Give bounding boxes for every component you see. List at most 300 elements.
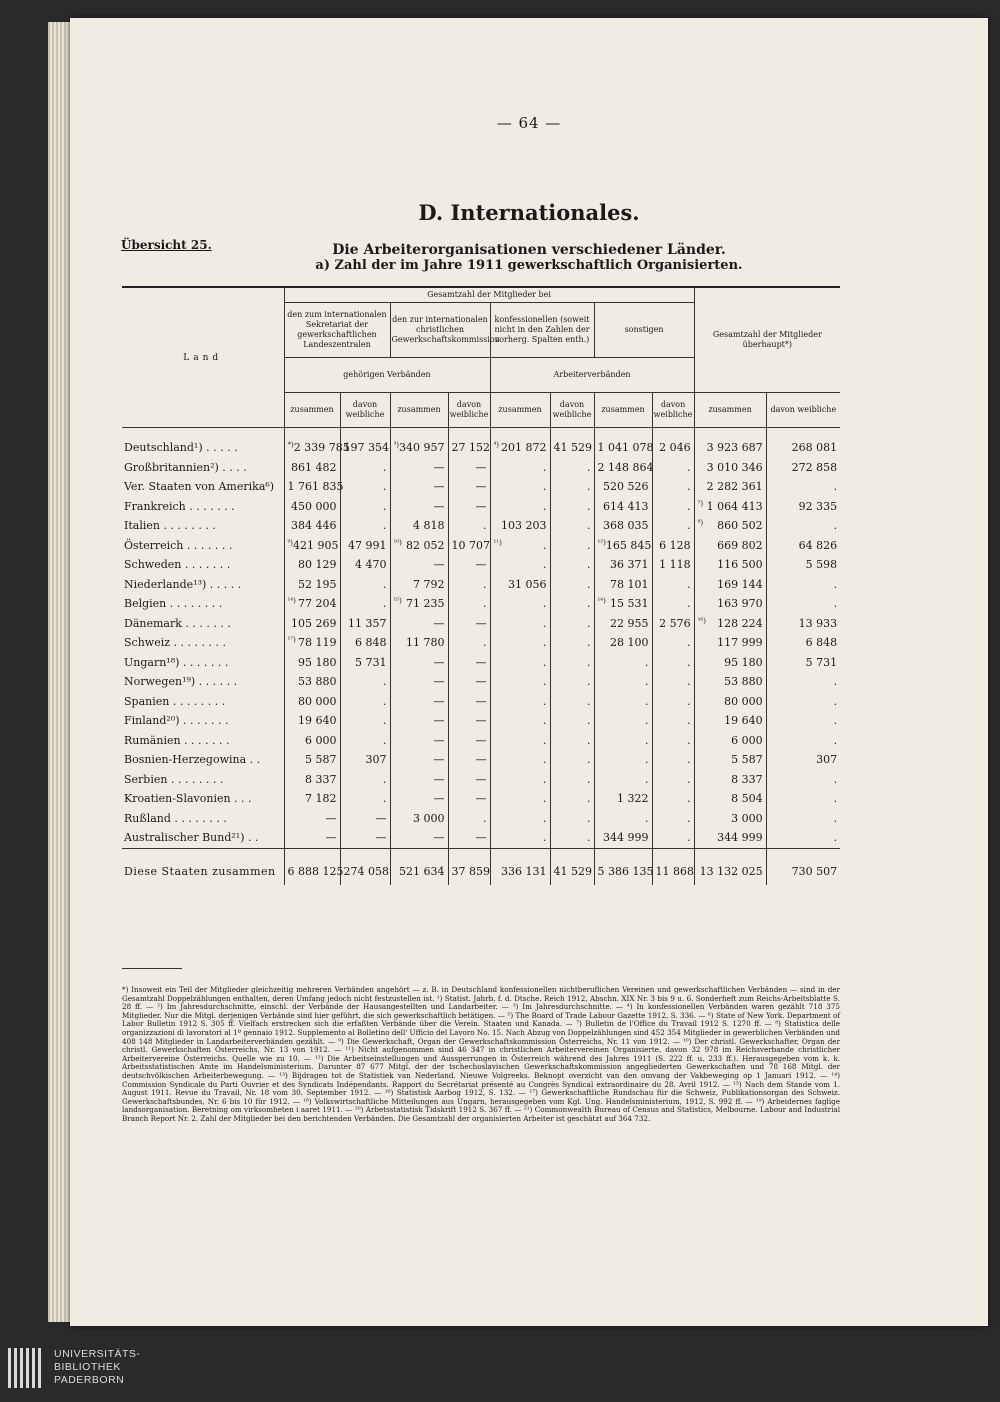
cell-value: 19 640 [724, 714, 763, 728]
subtitle: Die Arbeiterorganisationen verschiedener Länder. [332, 242, 726, 258]
value-cell [390, 428, 448, 458]
cell-value: . [687, 772, 691, 786]
value-cell [390, 594, 448, 614]
value-cell [340, 516, 390, 536]
value-cell [550, 750, 594, 770]
value-cell [694, 428, 766, 458]
value-cell [550, 731, 594, 751]
value-cell [766, 672, 840, 692]
value-cell [550, 575, 594, 595]
value-cell [652, 809, 694, 829]
cell-value: — [433, 558, 445, 572]
value-cell [594, 711, 652, 731]
value-cell [490, 516, 550, 536]
value-cell [694, 575, 766, 595]
cell-value: . [645, 753, 649, 767]
value-cell [284, 536, 340, 556]
cell-value: 272 858 [791, 460, 838, 474]
cell-value: 47 991 [348, 538, 387, 552]
value-cell [652, 653, 694, 673]
value-cell [766, 458, 840, 478]
cell-value: — [475, 499, 487, 513]
cell-value: 3 923 687 [706, 441, 763, 455]
cell-value: 2 282 361 [706, 480, 763, 494]
value-cell [284, 428, 350, 458]
cell-value: 8 504 [731, 792, 763, 806]
footnote-ref: ¹²) [597, 538, 606, 547]
cell-value: — [475, 753, 487, 767]
country-cell: Rumänien . . . . . . . [124, 733, 230, 747]
cell-value: . [543, 694, 547, 708]
cell-value: 614 413 [603, 499, 649, 513]
value-cell [652, 789, 694, 809]
value-cell [766, 848, 840, 885]
value-cell [550, 809, 594, 829]
cell-value: . [645, 733, 649, 747]
cell-value: . [543, 811, 547, 825]
cell-value: — [433, 480, 445, 494]
cell-value: 80 129 [298, 558, 337, 572]
table-row [122, 750, 840, 770]
value-cell [652, 828, 694, 848]
value-cell [594, 848, 652, 885]
cell-value: . [833, 792, 838, 806]
country-cell: Ver. Staaten von Amerika⁶) [124, 480, 275, 494]
value-cell [284, 789, 340, 809]
footnote-ref: ⁸) [697, 519, 704, 528]
cell-value: 450 000 [291, 499, 337, 513]
cell-value: . [543, 499, 547, 513]
value-cell [490, 575, 550, 595]
value-cell [340, 692, 390, 712]
value-cell [652, 594, 694, 614]
value-cell [284, 711, 340, 731]
cell-value: — [433, 772, 445, 786]
cell-value: 861 482 [291, 460, 337, 474]
value-cell [390, 633, 448, 653]
value-cell [550, 477, 594, 497]
header-belonging-unions: gehörigen Verbänden [284, 358, 490, 393]
cell-value: — [433, 831, 445, 845]
value-cell [490, 789, 550, 809]
footnote-ref: ¹⁴) [597, 597, 606, 606]
cell-value: 1 064 413 [706, 499, 763, 513]
value-cell [594, 789, 652, 809]
cell-value: 3 000 [413, 811, 445, 825]
cell-value: . [833, 675, 838, 689]
cell-value: . [645, 694, 649, 708]
country-cell: Schweden . . . . . . . [124, 558, 231, 572]
value-cell [448, 633, 490, 653]
value-cell [340, 848, 390, 885]
cell-value: 344 999 [717, 831, 763, 845]
value-cell [550, 692, 594, 712]
value-cell [550, 594, 594, 614]
cell-value: . [383, 714, 387, 728]
book-page-edges [48, 22, 70, 1322]
sub-total: zusammen [490, 393, 550, 428]
cell-value: 5 731 [355, 655, 387, 669]
cell-value: — [475, 480, 487, 494]
cell-value: . [383, 792, 387, 806]
cell-value: 8 337 [305, 772, 337, 786]
value-cell [284, 692, 340, 712]
value-cell [766, 633, 840, 653]
table-row [122, 692, 840, 712]
total-row [122, 848, 840, 885]
cell-value: . [483, 811, 487, 825]
value-cell [284, 750, 340, 770]
cell-value: 520 526 [603, 480, 649, 494]
cell-value: — [325, 831, 337, 845]
cell-value: . [587, 772, 591, 786]
cell-value: . [587, 694, 591, 708]
cell-value: 336 131 [501, 865, 547, 878]
cell-value: 1 041 078 [597, 441, 654, 455]
value-cell [490, 653, 550, 673]
value-cell [448, 672, 490, 692]
cell-value: . [587, 831, 591, 845]
value-cell [390, 516, 448, 536]
library-logo [8, 1348, 248, 1392]
country-cell: Dänemark . . . . . . . [124, 616, 231, 630]
footnote-ref: *) [287, 441, 294, 450]
value-cell [390, 770, 448, 790]
cell-value: . [687, 577, 691, 591]
table-row [122, 516, 840, 536]
value-cell [766, 516, 840, 536]
cell-value: . [543, 753, 547, 767]
cell-value: . [687, 597, 691, 611]
cell-value: — [433, 655, 445, 669]
cell-value: . [833, 714, 838, 728]
footnote-ref: ¹⁵) [393, 597, 402, 606]
cell-value: . [483, 636, 487, 650]
cell-value: 77 204 [298, 597, 337, 611]
cell-value: . [687, 675, 691, 689]
footnotes: *) Insoweit ein Teil der Mitglieder gleichzeitig mehreren Verbänden angehört — z. B. in Deutschland konfessionellen nichtberuflichen Vereinen und gewerkschaftlichen Verbänden — sind in der Gesamtzahl Doppelzählungen enthalten, deren Umfang jedoch nicht festzustellen ist. ¹) Statist. Jahrb. f. d. Dtsche. Reich 1912, Abschn. XIX Nr. 3 bis 9 u. 6. Sonderheft zum Reichs-Arbeitsblatte S. 28 ff. — ²) Im Jahresdurchschnitte, einschl. der Verbände der Hausangestellten und Landarbeiter. — ³) Im Jahresdurchschnitte. — ⁴) In konfessionellen Verbänden waren gezählt 718 375 Mitglieder. Nur die Mitgl. derjenigen Verbände sind hier geführt, die sich gewerkschaftlich betätigen. — ⁵) The Board of Trade Labour Gazette 1912, S. 336. — ⁶) State of New York. Department of Labor Bulletin 1912 S. 305 ff. Vielfach erstrecken sich die erfaßten Verbände über die Verein. Staaten und Kanada. — ⁷) Bulletin de l'Office du Travail 1912 S. 1270 ff. — ⁸) Statistica delle organizzazioni di lavoratori al 1º gennaio 1912. Supplemento al Bolletino dell' Ufficio del Lavoro No. 15. Nach Abzug von Doppelzählungen sind 452 354 Mitglieder in gewerblichen Verbänden und 408 148 Mitglieder in Landarbeiterverbänden gezählt. — ⁹) Die Gewerkschaft, Organ der Gewerkschaftskommission Österreichs, Nr. 11 von 1912. — ¹⁰) Der christl. Gewerkschafter, Organ der christl. Gewerkschaften Österreichs, Nr. 13 von 1912. — ¹¹) Nicht aufgenommen sind 46 347 in christlichen Arbeitervereinen Organisierte, davon 32 978 im Reichsverbande christlicher Arbeitervereine Österreichs. Quelle wie zu 10. — ¹²) Die Arbeitseinstellungen und Aussperrungen in Österreich während des Jahres 1911 (S. 222 ff. u. 233 ff.). Herausgegeben vom k. k. Arbeitsstatistischen Amte im Handelsministerium. Darunter 87 677 Mitgl. der der tschechoslavischen Gewerkschaftskommission angegliederten Gewerkschaften und 78 168 Mitgl. der deutschvölkischen Arbeiterbewegung. — ¹³) Bijdragen tot de Statistiek van Nederland. Nieuwe Volgreeks. Beknopt overzicht van den omvang der Vakbeweging op 1 Januari 1912. — ¹⁴) Commission Syndicale du Parti Ouvrier et des Syndicats Indépendants. Rapport du Secrétariat présenté au Congrès Syndical extraordinaire du 28. Avril 1912. — ¹⁵) Nach dem Stande vom 1. August 1911. Revue du Travail, Nr. 18 vom 30. September 1912. — ¹⁶) Statistisk Aarbog 1912, S. 132. — ¹⁷) Gewerkschaftliche Rundschau für die Schweiz, Publikationsorgan des Schweiz. Gewerkschaftsbundes, Nr. 6 bis 10 für 1912. — ¹⁸) Volkswirtschaftliche Mitteilungen aus Ungarn, herausgegeben vom Kgl. Ung. Handelsministerium, 1912, S. 992 ff. — ¹⁹) Arbeidernes faglige landsorganisation. Beretning om virksomheten i aaret 1911. — ²⁰) Arbetsstatistisk Tidskrift 1912 S. 367 ff. — ²¹) Commonwealth Bureau of Census and Statistics, Melbourne. Labour and Industrial Branch Report Nr. 2. Zahl der Mitglieder bei den berichtenden Verbänden. Die Gesamtzahl der organisierten Arbeiter ist geschätzt auf 364 732. [122, 985, 840, 1123]
cell-value: . [587, 811, 591, 825]
value-cell [652, 614, 694, 634]
table-row [122, 633, 840, 653]
value-cell [694, 692, 766, 712]
country-cell: Österreich . . . . . . . [124, 538, 233, 552]
cell-value: . [833, 597, 838, 611]
cell-value: . [587, 792, 591, 806]
value-cell [766, 770, 840, 790]
footnote-ref: ¹⁰) [393, 538, 402, 547]
cell-value: — [475, 714, 487, 728]
table-row [122, 477, 840, 497]
value-cell [652, 633, 694, 653]
country-cell: Belgien . . . . . . . . [124, 597, 223, 611]
value-cell [390, 614, 448, 634]
table-body [122, 428, 840, 885]
cell-value: 15 531 [610, 597, 649, 611]
value-cell [550, 711, 594, 731]
cell-value: 6 888 125 [287, 865, 344, 878]
cell-value: 197 354 [343, 441, 389, 455]
value-cell [550, 828, 594, 848]
value-cell [694, 614, 766, 634]
cell-value: . [543, 733, 547, 747]
value-cell [694, 555, 766, 575]
cell-value: . [587, 558, 591, 572]
cell-value: . [833, 519, 838, 533]
cell-value: . [645, 714, 649, 728]
cell-value: 53 880 [298, 675, 337, 689]
value-cell [284, 516, 340, 536]
cell-value: — [433, 792, 445, 806]
cell-value: 103 203 [501, 519, 547, 533]
value-cell [550, 770, 594, 790]
value-cell [694, 633, 766, 653]
header-total-members: Gesamtzahl der Mitglieder bei [284, 287, 694, 303]
cell-value: . [383, 733, 387, 747]
value-cell [694, 750, 766, 770]
footnote-ref: ⁷) [697, 499, 704, 508]
value-cell [390, 692, 448, 712]
value-cell [766, 711, 840, 731]
cell-value: . [833, 694, 838, 708]
sub-total: zusammen [284, 393, 340, 428]
cell-value: . [587, 499, 591, 513]
value-cell [766, 536, 840, 556]
cell-value: . [833, 772, 838, 786]
value-cell [594, 477, 652, 497]
value-cell [284, 575, 340, 595]
value-cell [594, 516, 652, 536]
value-cell [652, 458, 694, 478]
cell-value: — [433, 616, 445, 630]
value-cell [340, 458, 390, 478]
cell-value: 4 818 [413, 519, 445, 533]
value-cell [594, 458, 652, 478]
cell-value: — [475, 655, 487, 669]
cell-value: . [543, 558, 547, 572]
cell-value: . [687, 636, 691, 650]
value-cell [448, 477, 490, 497]
value-cell [594, 633, 652, 653]
value-cell [550, 516, 594, 536]
value-cell [390, 828, 448, 848]
footnote-ref: ¹⁴) [287, 597, 296, 606]
value-cell [490, 672, 550, 692]
cell-value: 307 [365, 753, 387, 767]
value-cell [652, 770, 694, 790]
cell-value: — [375, 831, 387, 845]
value-cell [550, 458, 594, 478]
logo-stripes-icon [8, 1348, 44, 1388]
value-cell [550, 536, 594, 556]
table-row [122, 428, 840, 458]
cell-value: — [475, 772, 487, 786]
cell-value: . [383, 577, 387, 591]
value-cell [390, 672, 448, 692]
country-cell: Spanien . . . . . . . . [124, 694, 226, 708]
header-other: sonstigen [594, 303, 694, 358]
value-cell [284, 653, 340, 673]
cell-value: 2 339 785 [293, 441, 350, 455]
page-number: — 64 — [496, 114, 562, 132]
cell-value: — [433, 714, 445, 728]
cell-value: . [687, 655, 691, 669]
statistics-table [122, 286, 840, 885]
country-cell: Finland²⁰) . . . . . . . [124, 714, 229, 728]
cell-value: — [475, 733, 487, 747]
cell-value: — [475, 831, 487, 845]
cell-value: . [687, 753, 691, 767]
value-cell [766, 750, 840, 770]
cell-value: 8 337 [731, 772, 763, 786]
value-cell [694, 809, 766, 829]
cell-value: . [587, 753, 591, 767]
cell-value: 201 872 [501, 441, 547, 455]
table-row [122, 555, 840, 575]
value-cell [284, 458, 340, 478]
cell-value: — [433, 675, 445, 689]
value-cell [594, 828, 652, 848]
cell-value: 5 587 [731, 753, 763, 767]
cell-value: 80 000 [724, 694, 763, 708]
table-row [122, 672, 840, 692]
cell-value: . [543, 460, 547, 474]
value-cell [284, 614, 340, 634]
value-cell [652, 672, 694, 692]
value-cell [284, 828, 340, 848]
value-cell [652, 428, 694, 458]
value-cell [694, 536, 766, 556]
value-cell [694, 711, 766, 731]
cell-value: . [833, 811, 838, 825]
cell-value: . [543, 616, 547, 630]
cell-value: 80 000 [298, 694, 337, 708]
cell-value: 6 000 [305, 733, 337, 747]
value-cell [390, 477, 448, 497]
cell-value: 1 761 835 [287, 480, 344, 494]
value-cell [550, 672, 594, 692]
value-cell [340, 477, 390, 497]
table-row [122, 594, 840, 614]
value-cell [594, 614, 652, 634]
value-cell [694, 770, 766, 790]
cell-value: . [543, 714, 547, 728]
value-cell [448, 770, 490, 790]
value-cell [284, 633, 340, 653]
cell-value: . [587, 460, 591, 474]
cell-value: — [433, 694, 445, 708]
sub-female: davon weibliche [340, 393, 390, 428]
value-cell [390, 575, 448, 595]
cell-value: . [587, 655, 591, 669]
cell-value: 307 [816, 753, 838, 767]
value-cell [594, 750, 652, 770]
cell-value: — [433, 499, 445, 513]
cell-value: 368 035 [603, 519, 649, 533]
cell-value: — [475, 675, 487, 689]
cell-value: 5 731 [805, 655, 838, 669]
cell-value: 71 235 [406, 597, 445, 611]
cell-value: 2 148 864 [597, 460, 654, 474]
cell-value: — [375, 811, 387, 825]
cell-value: 165 845 [605, 538, 652, 552]
value-cell [340, 428, 390, 458]
value-cell [594, 653, 652, 673]
value-cell [594, 594, 652, 614]
cell-value: 163 970 [717, 597, 763, 611]
value-cell [340, 633, 390, 653]
cell-value: 274 058 [343, 865, 389, 878]
table-title: a) Zahl der im Jahre 1911 gewerkschaftlich Organisierten. [315, 258, 743, 273]
value-cell [284, 477, 344, 497]
cell-value: . [687, 811, 691, 825]
value-cell [284, 809, 340, 829]
value-cell [652, 711, 694, 731]
cell-value: 82 052 [406, 538, 445, 552]
cell-value: . [383, 480, 387, 494]
value-cell [340, 536, 390, 556]
cell-value: 6 000 [731, 733, 763, 747]
value-cell [652, 575, 694, 595]
value-cell [490, 731, 550, 751]
cell-value: 669 802 [717, 538, 763, 552]
cell-value: 11 357 [348, 616, 387, 630]
value-cell [694, 516, 766, 536]
cell-value: — [433, 733, 445, 747]
value-cell [694, 731, 766, 751]
cell-value: . [587, 675, 591, 689]
value-cell [448, 731, 490, 751]
sub-female: davon weibliche [448, 393, 490, 428]
value-cell [550, 789, 594, 809]
footnote-ref: ⁹) [287, 538, 294, 547]
table-row [122, 575, 840, 595]
value-cell [766, 809, 840, 829]
table-row [122, 828, 840, 848]
cell-value: . [833, 831, 838, 845]
cell-value: . [587, 577, 591, 591]
cell-value: . [587, 597, 591, 611]
section-title: D. Internationales. [418, 200, 640, 225]
header-worker-unions: Arbeiterverbänden [490, 358, 694, 393]
sub-total: zusammen [594, 393, 652, 428]
header-intl-secretariat: den zum internationalen Sekretariat der gewerkschaftlichen Landeszentralen [284, 303, 390, 358]
cell-value: 3 010 346 [706, 460, 763, 474]
value-cell [766, 614, 840, 634]
country-cell: Australischer Bund²¹) . . [124, 831, 259, 845]
cell-value: . [687, 460, 691, 474]
cell-value: . [645, 811, 649, 825]
country-cell: Großbritannien²) . . . . [124, 460, 247, 474]
cell-value: 10 707 [451, 538, 490, 552]
country-cell: Italien . . . . . . . . [124, 519, 216, 533]
value-cell [340, 711, 390, 731]
cell-value: 27 152 [451, 441, 490, 455]
cell-value: . [543, 538, 547, 552]
value-cell [694, 828, 766, 848]
cell-value: . [687, 499, 691, 513]
value-cell [390, 711, 448, 731]
value-cell [594, 770, 652, 790]
value-cell [390, 653, 448, 673]
cell-value: 11 868 [655, 865, 694, 878]
cell-value: 5 587 [305, 753, 337, 767]
header-grand-total: Gesamtzahl der Mitglieder überhaupt*) [694, 287, 840, 393]
value-cell [340, 614, 390, 634]
cell-value: . [645, 772, 649, 786]
value-cell [284, 770, 340, 790]
cell-value: — [325, 811, 337, 825]
